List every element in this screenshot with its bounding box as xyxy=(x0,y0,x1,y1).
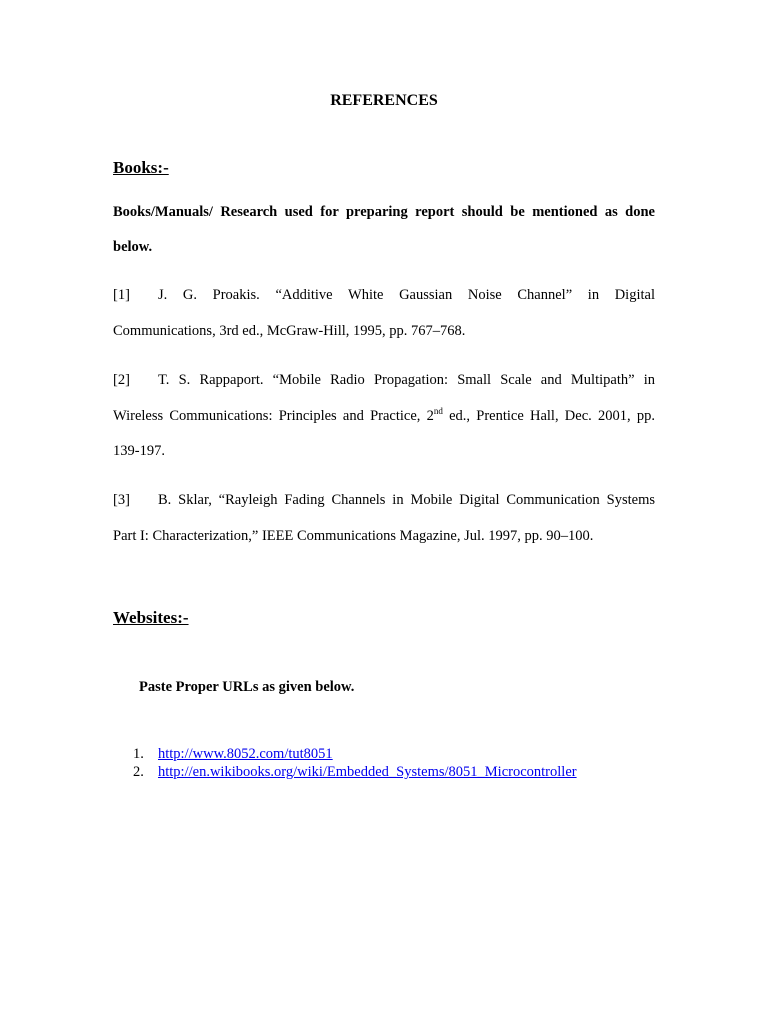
url-list-item xyxy=(113,745,673,763)
url-link-wikibooks[interactable]: http://en.wikibooks.org/wiki/Embedded_Systems/8051_Microcontroller xyxy=(158,764,577,780)
books-heading: Books:- xyxy=(113,158,169,177)
reference-2-line-1 xyxy=(113,363,655,399)
reference-text: 139-197. xyxy=(113,443,165,459)
websites-heading: Websites:- xyxy=(113,608,189,627)
reference-text: Part I: Characterization,” IEEE Communications Magazine, Jul. 1997, pp. 90–100. xyxy=(113,527,594,544)
url-list-item xyxy=(113,763,673,781)
reference-text: J. G. Proakis. “Additive White Gaussian Noise Channel” in Digital xyxy=(158,287,655,303)
reference-text: B. Sklar, “Rayleigh Fading Channels in Mobile Digital Communication Systems xyxy=(158,492,655,508)
reference-2-line-2 xyxy=(113,399,655,435)
page-title: REFERENCES xyxy=(330,92,438,109)
ordinal-superscript: nd xyxy=(433,405,443,416)
books-instruction: Books/Manuals/ Research used for preparing report should be mentioned as done below. xyxy=(113,204,655,255)
reference-text: Communications, 3rd ed., McGraw-Hill, 1995, pp. 767–768. xyxy=(113,322,466,339)
reference-text: ed., Prentice Hall, Dec. 2001, pp. xyxy=(442,407,655,424)
websites-instruction: Paste Proper URLs as given below. xyxy=(139,679,355,695)
reference-item-2 xyxy=(113,363,655,470)
reference-number: [2] xyxy=(113,372,130,388)
reference-item-1 xyxy=(113,278,655,349)
url-list xyxy=(113,745,673,781)
reference-item-3 xyxy=(113,483,655,554)
reference-3-line-1 xyxy=(113,483,655,519)
reference-number: [1] xyxy=(113,287,130,303)
reference-1-line-1 xyxy=(113,278,655,314)
url-number: 2. xyxy=(133,764,144,780)
reference-text: T. S. Rappaport. “Mobile Radio Propagation: Small Scale and Multipath” in xyxy=(158,372,655,388)
url-number: 1. xyxy=(133,746,144,762)
reference-number: [3] xyxy=(113,492,130,508)
reference-text: Wireless Communications: Principles and Practice, 2 xyxy=(113,407,434,424)
url-link-8052[interactable]: http://www.8052.com/tut8051 xyxy=(158,746,333,762)
